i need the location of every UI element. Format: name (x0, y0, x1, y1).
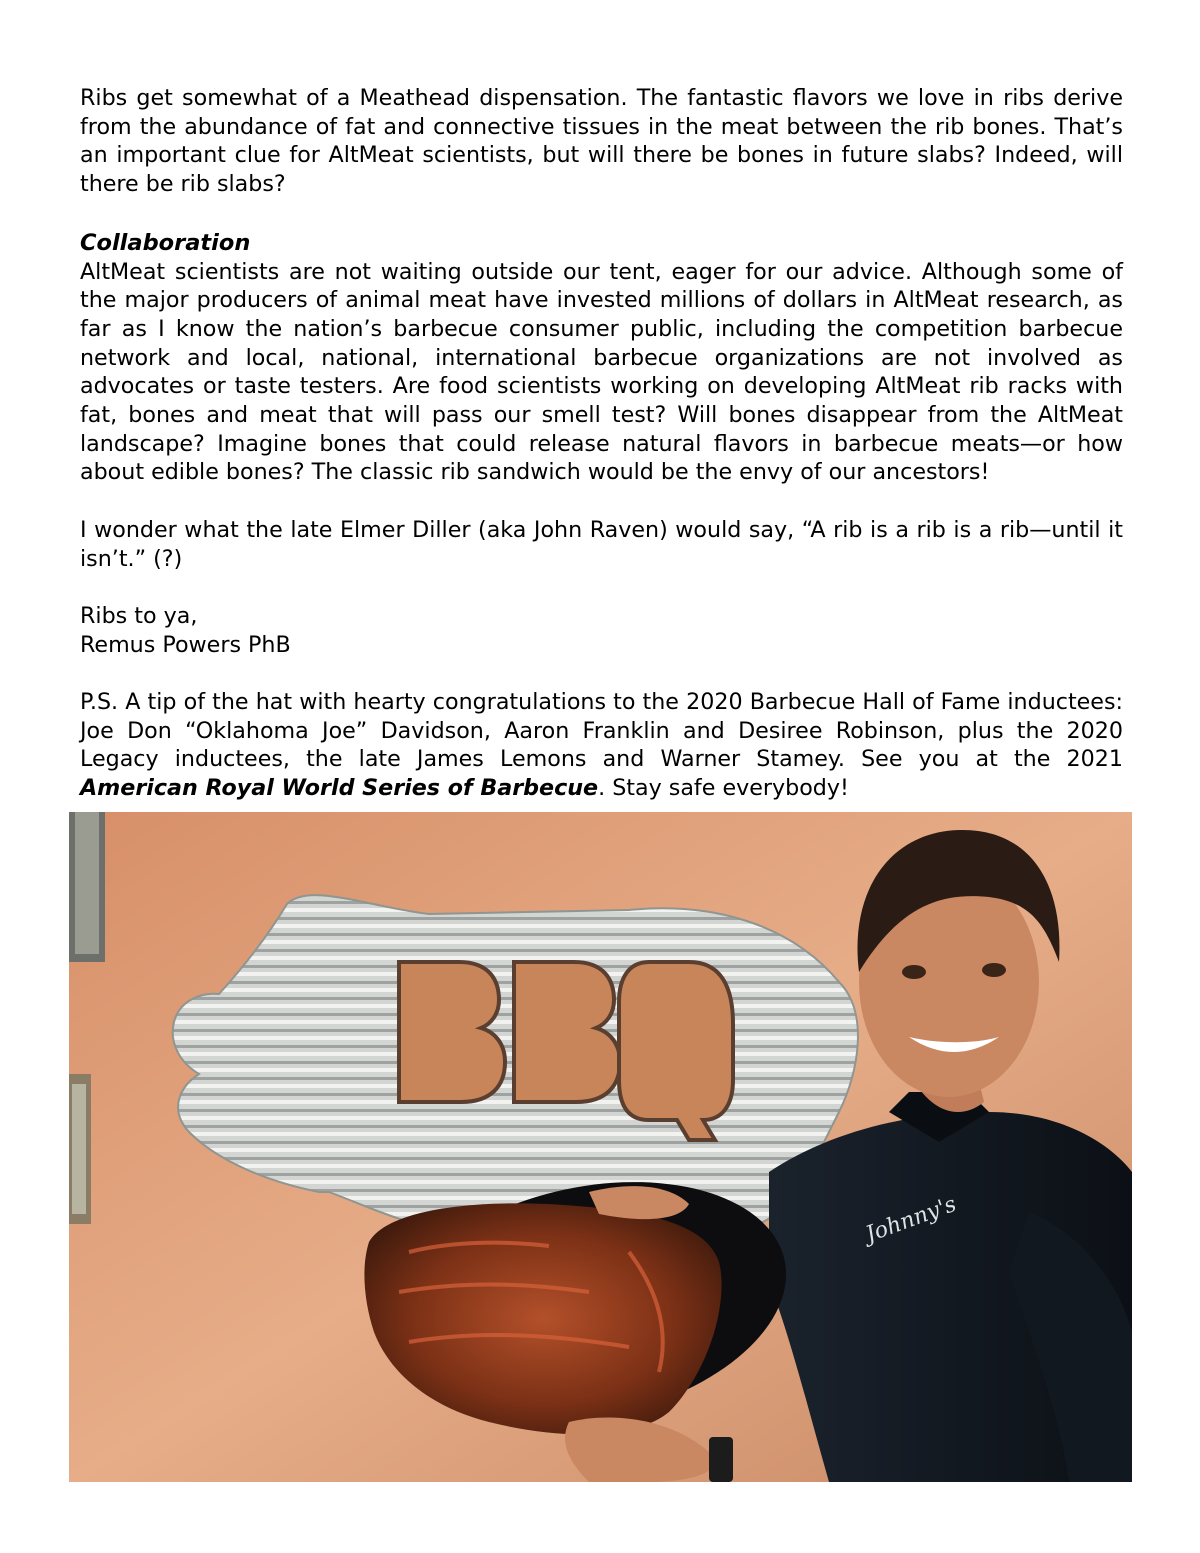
paragraph-gap (80, 487, 1123, 516)
postscript-text: P.S. A tip of the hat with hearty congratulations to the 2020 Barbecue Hall of Fame inductees: Joe Don “Oklahoma Joe” Davidson, Aaron Franklin and Desiree Robinson, plus the 2020 Legacy inductees, the late James Lemons and Warner Stamey. See you at the 2021 (80, 689, 1123, 773)
paragraph-gap (80, 199, 1123, 228)
signoff-line-1: Ribs to ya, (80, 602, 198, 629)
section-heading-collaboration: Collaboration (80, 229, 251, 256)
paragraph-gap (80, 659, 1123, 688)
article-body (80, 84, 1123, 803)
postscript-closing: . Stay safe everybody! (598, 775, 849, 802)
shirt-logo: Johnny's (862, 1191, 960, 1248)
photo-man-with-ribs (69, 812, 1132, 1482)
paragraph-gap (80, 573, 1123, 602)
wristwatch (709, 1437, 733, 1482)
signoff-author: Remus Powers PhB (80, 631, 291, 658)
signoff (80, 602, 1123, 659)
event-name: American Royal World Series of Barbecue (80, 775, 599, 802)
paragraph-collaboration: AltMeat scientists are not waiting outside our tent, eager for our advice. Although some of the major producers of animal meat have invested millions of dollars in AltMeat research, as far as I know the nation’s barbecue consumer public, including the competition barbecue network and local, national, international barbecue organizations are not involved as advocates or taste testers. Are food scientists working on developing AltMeat rib racks with fat, bones and meat that will pass our smell test? Will bones disappear from the AltMeat landscape? Imagine bones that could release natural flavors in barbecue meats—or how about edible bones? The classic rib sandwich would be the envy of our ancestors! (80, 258, 1123, 486)
paragraph-postscript (80, 688, 1123, 803)
paragraph-ribs: Ribs get somewhat of a Meathead dispensation. The fantastic flavors we love in ribs derive from the abundance of fat and connective tissues in the meat between the rib bones. That’s an important clue for AltMeat scientists, but will there be bones in future slabs? Indeed, will there be rib slabs? (80, 85, 1123, 198)
paragraph-quote: I wonder what the late Elmer Diller (aka John Raven) would say, “A rib is a rib is a rib—until it isn’t.” (?) (80, 516, 1123, 572)
